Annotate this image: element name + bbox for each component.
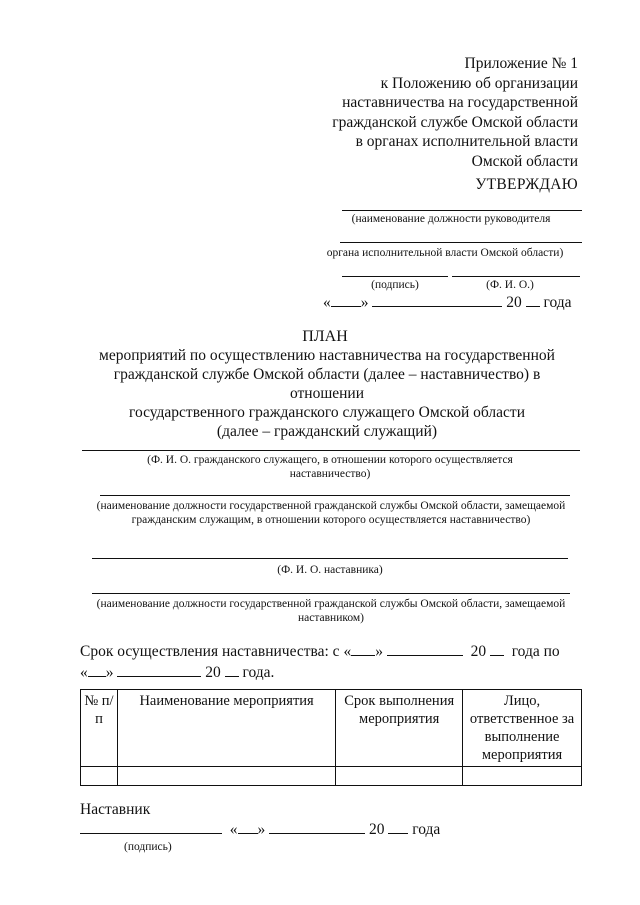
appendix-line: к Положению об организации (380, 74, 578, 92)
month-blank (372, 292, 502, 307)
term-to-day (88, 662, 106, 677)
name-caption: (Ф. И. О.) (486, 279, 534, 291)
header-responsible: Лицо, ответственное за выполнение мероприятия (463, 690, 582, 767)
footer-year-prefix: 20 (369, 821, 385, 838)
plan-title: ПЛАН (302, 328, 348, 345)
footer-signature-blank (80, 819, 222, 834)
header-deadline: Срок выполнения мероприятия (336, 690, 463, 767)
footer-signature-caption: (подпись) (124, 841, 172, 853)
subtitle-line: мероприятий по осуществлению наставничества на государственной (99, 347, 555, 364)
table-cell (81, 767, 118, 786)
year-prefix: 20 (506, 294, 522, 311)
term-from-word: года по (511, 643, 560, 660)
footer-year-suffix: года (412, 821, 441, 838)
table-row (81, 767, 582, 786)
subtitle-line: (далее – гражданский служащий) (216, 423, 438, 440)
plan-table (80, 689, 582, 786)
close-quote: » (360, 294, 369, 311)
appendix-line: наставничества на государственной (342, 94, 578, 111)
appendix-line: в органах исполнительной власти (355, 133, 578, 150)
day-blank (331, 292, 361, 307)
term-to-year-prefix: 20 (205, 664, 221, 681)
servant-name-line (82, 450, 580, 451)
position-caption-2: органа исполнительной власти Омской области) (326, 247, 564, 259)
mentor-position-caption: (наименование должности государственной гражданской службы Омской области, замещаемой наставником) (96, 598, 566, 624)
mentor-position-line (92, 593, 570, 594)
approval-heading: УТВЕРЖДАЮ (475, 176, 578, 193)
approval-date (323, 292, 585, 312)
footer-year-blank (388, 819, 408, 834)
term-line-2: « » 20 года. (80, 664, 275, 681)
servant-position-caption: (наименование должности государственной гражданской службы Омской области, замещаемой гражданским служащим, в отношении которого осуществляется наставничество) (96, 500, 566, 526)
servant-position-line (100, 495, 570, 496)
term-label: Срок осуществления наставничества: с (80, 643, 340, 660)
subtitle-line: государственного гражданского служащего Омской области (128, 404, 525, 421)
header-activity: Наименование мероприятия (117, 690, 335, 767)
table-header-row (81, 690, 582, 767)
plan-subtitle (92, 346, 562, 441)
mentor-label: Наставник (80, 801, 151, 818)
footer-date: « » 20 года (80, 819, 520, 839)
position-caption-1: (наименование должности руководителя (351, 213, 551, 225)
term-to-year (225, 662, 239, 677)
year-suffix: года (543, 294, 572, 311)
appendix-line: Омской области (471, 152, 578, 170)
term-from-year (490, 641, 504, 656)
signature-caption: (подпись) (371, 279, 419, 291)
position-line-2 (340, 242, 582, 243)
mentor-name-line (92, 558, 568, 559)
term-to-month (117, 662, 201, 677)
term-from-day (351, 641, 375, 656)
position-line-1 (342, 210, 582, 211)
table-cell (117, 767, 335, 786)
appendix-block (278, 54, 578, 171)
subtitle-line: гражданской службе Омской области (далее – наставничество) в отношении (113, 366, 541, 402)
term-block (80, 641, 580, 683)
appendix-line: Приложение № 1 (464, 55, 578, 72)
appendix-line: гражданской службе Омской области (332, 113, 578, 131)
servant-name-caption: (Ф. И. О. гражданского служащего, в отношении которого осуществляется наставничество) (147, 454, 513, 480)
signature-line (342, 276, 448, 277)
name-line (452, 276, 580, 277)
open-quote: « (323, 294, 331, 311)
table-cell (336, 767, 463, 786)
year-blank (526, 292, 540, 307)
term-from-month (387, 641, 463, 656)
footer-month-blank (269, 819, 365, 834)
header-number: № п/п (81, 690, 118, 767)
table-cell (463, 767, 582, 786)
mentor-name-caption: (Ф. И. О. наставника) (277, 564, 383, 576)
term-line-1: Срок осуществления наставничества: с « » 20 года по (80, 643, 560, 660)
term-from-year-prefix: 20 (470, 643, 487, 660)
footer-day-blank (238, 819, 258, 834)
term-end-word: года. (242, 664, 275, 681)
